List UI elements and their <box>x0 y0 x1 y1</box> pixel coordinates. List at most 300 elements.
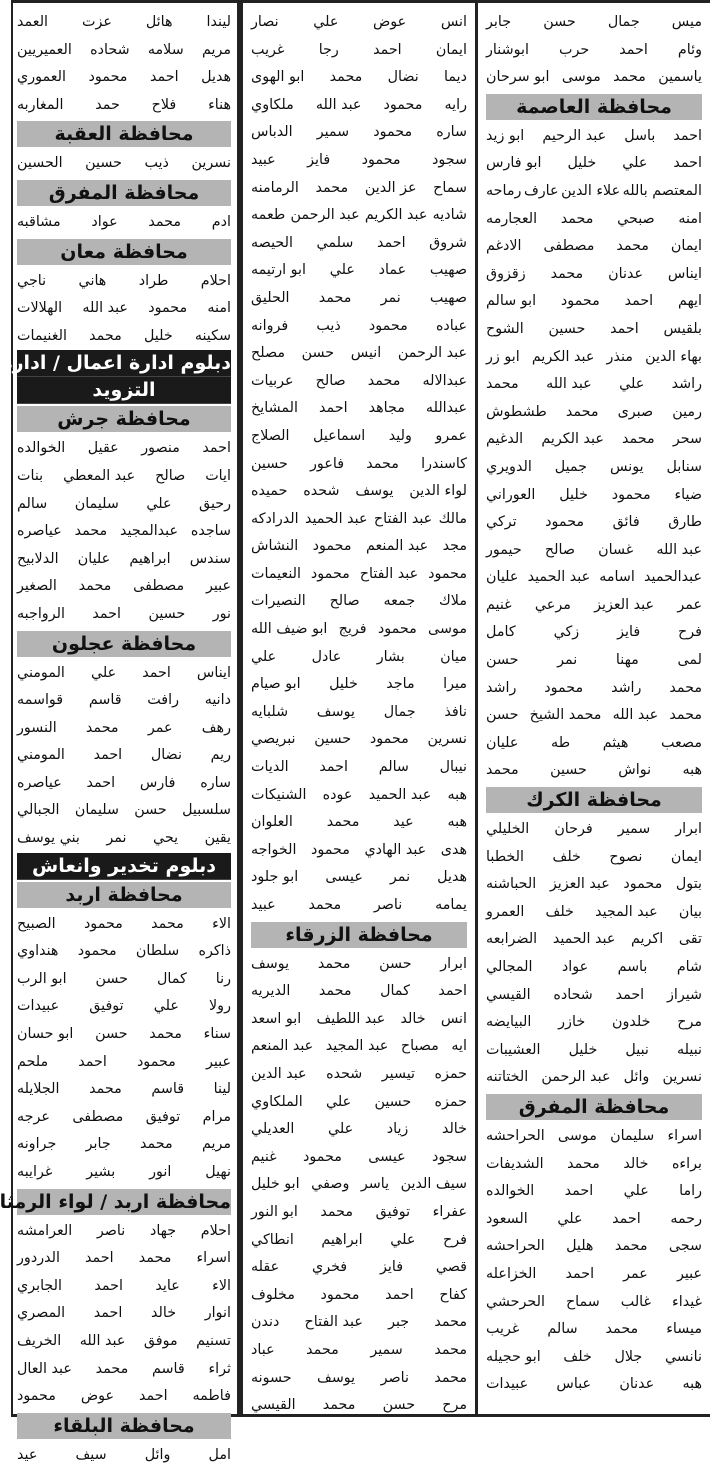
name-row <box>17 1218 231 1246</box>
first-name: سجود <box>432 1148 467 1165</box>
middle-name: فاعور <box>310 455 345 472</box>
name-row <box>251 1392 467 1420</box>
middle-name: محمد الشيخ <box>529 707 602 724</box>
name-row <box>17 1131 231 1159</box>
name-row <box>17 546 231 574</box>
middle-name: جميل <box>554 458 588 475</box>
middle-name: عليان <box>77 550 111 567</box>
name-row <box>17 518 231 546</box>
column-right <box>0 3 240 1463</box>
middle-name: عبد الهادي <box>364 841 427 858</box>
family-name: راشد <box>486 679 517 696</box>
family-name: غريب <box>486 1321 520 1338</box>
family-name: العديلي <box>251 1121 295 1138</box>
first-name: ديما <box>444 69 467 86</box>
family-name: عبيد <box>251 897 276 913</box>
first-name: كفاح <box>439 1286 467 1303</box>
family-name: السعود <box>486 1210 528 1227</box>
name-row <box>17 268 231 296</box>
middle-name: نضال <box>387 69 419 86</box>
middle-name: علي <box>557 1210 583 1227</box>
middle-name: محمود <box>88 69 128 86</box>
name-row <box>251 1254 467 1282</box>
middle-name: محمد <box>366 455 399 472</box>
first-name: هبه <box>447 786 467 803</box>
first-name: رحمه <box>670 1210 702 1227</box>
middle-name: احمد <box>376 234 406 251</box>
middle-name: محمد <box>320 1203 354 1220</box>
first-name: ايمان <box>670 238 702 255</box>
first-name: ايمان <box>435 41 467 58</box>
middle-name: محمود <box>77 943 117 960</box>
name-row <box>486 982 702 1010</box>
middle-name: عبد اللطيف <box>316 1010 386 1027</box>
governorate-heading: محافظة الكرك <box>486 787 702 813</box>
family-name: ابو سالم <box>486 293 537 310</box>
middle-name: نمر <box>380 289 401 306</box>
name-row <box>251 1089 467 1117</box>
middle-name: محمود <box>560 293 600 310</box>
name-row <box>486 537 702 565</box>
middle-name: سالم <box>378 759 409 776</box>
middle-name: احمد <box>92 605 121 622</box>
family-name: نصار <box>251 14 279 30</box>
first-name: نسرين <box>662 1069 702 1086</box>
middle-name: جمال <box>607 14 640 30</box>
family-name: النعيمات <box>251 565 301 582</box>
name-row <box>251 1309 467 1337</box>
first-name: نيبال <box>439 759 467 776</box>
middle-name: جلال <box>614 1348 643 1365</box>
first-name: ليندا <box>206 14 231 30</box>
family-name: الديات <box>251 759 289 776</box>
name-row <box>486 482 702 510</box>
name-row <box>17 687 231 715</box>
name-row <box>17 463 231 491</box>
middle-name: عيد <box>393 814 414 831</box>
first-name: هناء <box>208 96 231 113</box>
name-row <box>251 423 467 451</box>
first-name: مريم <box>201 41 231 58</box>
name-row <box>486 1123 702 1151</box>
name-row <box>486 844 702 872</box>
name-row <box>17 825 231 853</box>
first-name: رنا <box>215 970 231 987</box>
name-row <box>251 1033 467 1061</box>
first-name: عباده <box>435 317 467 334</box>
name-row <box>251 644 467 672</box>
family-name: عبد الدين <box>251 1065 307 1082</box>
middle-name: راشد <box>611 679 642 696</box>
first-name: سجود <box>432 151 467 168</box>
family-name: العميريين <box>17 41 72 58</box>
middle-name: عادل <box>311 648 342 665</box>
family-name: عبيدات <box>17 998 60 1015</box>
family-name: المشايخ <box>251 400 298 417</box>
middle-name: شحاده <box>553 986 593 1003</box>
middle-name: سليمان <box>74 495 119 512</box>
name-row <box>251 1282 467 1310</box>
middle-name: توفيق <box>145 1108 181 1125</box>
family-name: حسونه <box>251 1369 292 1386</box>
middle-name: نواش <box>618 762 652 779</box>
middle-name: فايز <box>617 624 641 641</box>
governorate-heading: محافظة جرش <box>17 406 231 432</box>
middle-name: محمد <box>89 327 122 344</box>
middle-name: فارس <box>139 774 176 791</box>
first-name: محمد <box>669 679 702 696</box>
middle-name: علي <box>327 1121 354 1138</box>
middle-name: محمد <box>550 265 584 282</box>
first-name: فاطمه <box>192 1388 231 1405</box>
family-name: الدردور <box>17 1250 60 1267</box>
name-row <box>251 1061 467 1089</box>
middle-name: مصطفى <box>543 238 595 255</box>
middle-name: عبد الرحمن <box>541 1069 611 1086</box>
family-name: ابو الرب <box>17 970 67 987</box>
first-name: وئام <box>677 41 702 58</box>
first-name: سندس <box>189 550 231 567</box>
name-row <box>17 92 231 120</box>
first-name: امنه <box>207 300 231 317</box>
middle-name: بشير <box>86 1164 116 1180</box>
family-name: الخوالده <box>17 440 66 457</box>
name-row <box>17 1328 231 1356</box>
first-name: اسراء <box>667 1127 702 1144</box>
name-row <box>17 491 231 519</box>
governorate-heading: محافظة معان <box>17 239 231 265</box>
first-name: عبير <box>205 1053 231 1070</box>
middle-name: محمود <box>373 124 413 141</box>
family-name: الخواجه <box>251 841 297 858</box>
family-name: مصلح <box>251 345 286 362</box>
family-name: الشديفات <box>486 1155 544 1172</box>
name-row <box>486 37 702 65</box>
middle-name: محمود <box>377 621 417 638</box>
first-name: عمر <box>677 596 702 613</box>
name-row <box>251 119 467 147</box>
diploma-section-heading: دبلوم ادارة اعمال / ادارة <box>17 350 231 377</box>
family-name: ابو حسان <box>17 1026 74 1043</box>
middle-name: احمد <box>373 41 402 58</box>
name-row <box>486 261 702 289</box>
middle-name: محمود <box>311 841 350 858</box>
name-row <box>17 911 231 939</box>
middle-name: نمر <box>106 830 127 847</box>
middle-name: خازر <box>558 1014 586 1031</box>
first-name: احمد <box>673 127 702 144</box>
first-name: سيف الدين <box>400 1176 467 1193</box>
middle-name: علي <box>622 155 648 172</box>
middle-name: صالح <box>544 541 575 558</box>
family-name: عليان <box>486 569 519 586</box>
family-name: ابو ارتيمه <box>251 262 306 279</box>
family-name: غنيم <box>251 1148 277 1165</box>
middle-name: سماح <box>565 1293 600 1310</box>
first-name: امل <box>208 1446 231 1463</box>
name-row <box>486 816 702 844</box>
first-name: ضياء <box>674 486 702 503</box>
name-row <box>486 730 702 758</box>
family-name: عرجه <box>17 1108 50 1125</box>
family-name: المجالي <box>486 959 533 975</box>
first-name: خالد <box>441 1121 467 1138</box>
middle-name: عبد العزيز <box>594 596 655 613</box>
first-name: سجى <box>668 1238 702 1255</box>
family-name: الخريف <box>17 1332 62 1349</box>
name-row <box>251 699 467 727</box>
middle-name: غالب <box>620 1293 652 1310</box>
name-row <box>486 1261 702 1289</box>
first-name: حمزه <box>434 1065 467 1082</box>
middle-name: موفق <box>143 1332 178 1349</box>
middle-name: محمود <box>320 1286 360 1303</box>
family-name: ابو صيام <box>251 676 301 693</box>
first-name: تقى <box>678 931 702 948</box>
governorate-heading: محافظة عجلون <box>17 631 231 657</box>
family-name: العوراني <box>486 486 536 503</box>
middle-name: محمود <box>136 1053 176 1070</box>
first-name: دانيه <box>204 692 231 709</box>
middle-name: علي <box>146 495 172 512</box>
middle-name: علي <box>153 998 179 1015</box>
middle-name: احمد <box>319 759 348 776</box>
first-name: ايات <box>205 467 231 484</box>
governorate-heading: محافظة العقبة <box>17 121 231 147</box>
first-name: ساره <box>436 124 467 141</box>
name-row <box>17 993 231 1021</box>
middle-name: احمد <box>615 986 645 1003</box>
middle-name: مصطفى <box>72 1108 124 1125</box>
first-name: عفراء <box>432 1203 467 1220</box>
middle-name: محمود <box>361 151 401 168</box>
middle-name: عايد <box>155 1277 180 1294</box>
name-row <box>17 1159 231 1187</box>
governorate-heading: محافظة الزرقاء <box>251 922 467 948</box>
middle-name: محمد <box>567 1155 600 1172</box>
middle-name: محمد <box>565 403 599 420</box>
middle-name: احمد <box>86 774 116 791</box>
first-name: ايهم <box>677 293 702 310</box>
middle-name: اسامه <box>599 569 635 586</box>
first-name: ايناس <box>667 265 702 282</box>
family-name: حيمور <box>486 541 522 558</box>
name-row <box>251 202 467 230</box>
middle-name: رافت <box>147 692 179 709</box>
middle-name: توفيق <box>375 1203 411 1220</box>
family-name: مخلوف <box>251 1286 295 1303</box>
middle-name: سيف <box>75 1446 107 1463</box>
first-name: امنه <box>678 210 702 227</box>
middle-name: عبد الحميد <box>304 510 368 527</box>
first-name: بهاء الدين <box>645 348 702 365</box>
middle-name: حسين <box>374 1093 412 1110</box>
middle-name: عماد <box>378 262 407 279</box>
middle-name: علي <box>313 14 339 30</box>
column-left <box>475 3 710 1414</box>
middle-name: خليل <box>143 327 173 344</box>
family-name: الشوح <box>486 320 524 337</box>
middle-name: طراد <box>138 272 169 289</box>
first-name: محمد <box>434 1341 467 1358</box>
first-name: ساره <box>200 774 231 791</box>
middle-name: عبد المعطي <box>63 467 136 484</box>
middle-name: محمد <box>367 372 401 389</box>
middle-name: فايز <box>379 1259 404 1276</box>
name-row <box>251 92 467 120</box>
middle-name: محمود <box>302 1148 342 1165</box>
middle-name: عمر <box>623 1265 648 1282</box>
first-name: انس <box>440 14 467 30</box>
middle-name: كمال <box>380 983 410 1000</box>
family-name: عليان <box>486 734 519 751</box>
first-name: صهيب <box>429 262 467 279</box>
middle-name: خليل <box>559 486 588 503</box>
middle-name: عبد الحميد <box>527 569 591 586</box>
diploma-section-heading: دبلوم تخدير وانعاش <box>17 853 231 880</box>
middle-name: عبد الكريم <box>531 348 595 365</box>
middle-name: سليمان <box>74 802 119 819</box>
first-name: سناء <box>203 1026 231 1043</box>
family-name: ابو خليل <box>251 1176 300 1193</box>
middle-name: محمد <box>151 915 184 932</box>
family-name: زقزوق <box>486 265 526 282</box>
family-name: الخطبا <box>486 848 524 865</box>
first-name: عبدالله <box>425 400 467 417</box>
middle-name: عزت <box>82 14 112 30</box>
governorate-heading: محافظة اربد / لواء الرمثا <box>0 1190 231 1213</box>
middle-name: احمد <box>78 1053 107 1070</box>
family-name: سالم <box>17 495 48 512</box>
first-name: محمد <box>434 1369 467 1386</box>
middle-name: حسين <box>148 605 186 622</box>
family-name: الادغم <box>486 238 522 255</box>
name-row <box>251 1337 467 1365</box>
name-row <box>251 782 467 810</box>
family-name: شلبايه <box>251 703 289 720</box>
middle-name: احمد <box>385 1286 414 1303</box>
name-row <box>251 588 467 616</box>
name-row <box>251 395 467 423</box>
family-name: ابو جلود <box>251 869 299 886</box>
middle-name: عوده <box>322 786 353 803</box>
middle-name: محمد <box>95 1360 129 1377</box>
middle-name: غسان <box>598 541 634 558</box>
family-name: محمد <box>486 376 519 393</box>
middle-name: خلف <box>545 903 574 920</box>
name-row <box>486 954 702 982</box>
middle-name: سمير <box>617 821 651 838</box>
middle-name: محمد <box>622 431 655 448</box>
first-name: انوار <box>204 1305 231 1322</box>
middle-name: ماجد <box>386 676 415 693</box>
family-name: عياصره <box>17 523 62 540</box>
middle-name: محمد <box>306 1341 339 1358</box>
family-name: الرواجبه <box>17 605 65 622</box>
family-name: قواسمه <box>17 692 64 709</box>
name-row <box>17 966 231 994</box>
middle-name: محمد <box>78 578 112 595</box>
family-name: عياصره <box>17 774 62 791</box>
first-name: راشد <box>671 376 702 393</box>
name-row <box>251 1144 467 1172</box>
family-name: رماحه <box>486 182 522 199</box>
middle-name: محمد <box>148 213 182 230</box>
first-name: عبير <box>205 578 231 595</box>
middle-name: جبر <box>388 1314 410 1331</box>
middle-name: احمد <box>142 664 171 681</box>
middle-name: طه <box>551 734 571 751</box>
middle-name: محمد <box>560 210 594 227</box>
first-name: لمى <box>677 652 702 669</box>
middle-name: صالح <box>315 372 346 389</box>
middle-name: عدنان <box>608 265 644 282</box>
family-name: جراونه <box>17 1136 57 1153</box>
family-name: يوسف <box>251 955 290 972</box>
middle-name: حسن <box>379 955 412 972</box>
middle-name: تيسير <box>381 1065 416 1082</box>
family-name: غرايبه <box>17 1164 53 1180</box>
middle-name: عبد الله <box>612 707 659 724</box>
middle-name: ياسر <box>360 1176 390 1193</box>
name-row <box>17 1442 231 1469</box>
middle-name: عبد الفتاح <box>304 1314 363 1331</box>
first-name: المعتصم بالله <box>622 182 702 199</box>
middle-name: ابراهيم <box>321 1231 363 1248</box>
name-row <box>486 399 702 427</box>
middle-name: فايز <box>307 151 331 168</box>
middle-name: محمود <box>83 915 123 932</box>
middle-name: حسن <box>301 345 335 362</box>
middle-name: وصفي <box>311 1176 350 1193</box>
first-name: نور <box>212 605 231 622</box>
middle-name: عقيل <box>87 440 119 457</box>
middle-name: خليل <box>329 676 358 693</box>
first-name: سحر <box>672 431 702 448</box>
middle-name: وائل <box>623 1069 650 1086</box>
first-name: عبد الله <box>656 541 702 558</box>
family-name: العرامشه <box>17 1222 73 1239</box>
middle-name: بشار <box>376 648 405 665</box>
diploma-section-heading: التزويد <box>17 377 231 404</box>
family-name: عبيد <box>251 151 276 168</box>
middle-name: رجا <box>318 41 339 58</box>
middle-name: عدنان <box>619 1376 655 1393</box>
name-row <box>251 1171 467 1199</box>
middle-name: محمد <box>614 1238 648 1255</box>
family-name: طشطوش <box>486 403 547 420</box>
first-name: شروق <box>429 234 467 251</box>
family-name: ابو النور <box>251 1203 298 1220</box>
first-name: ذاكره <box>198 943 231 960</box>
first-name: سنابل <box>666 458 702 475</box>
middle-name: عبد الرحمن <box>290 207 360 224</box>
middle-name: مهنا <box>615 652 639 669</box>
family-name: حسن <box>486 707 519 724</box>
middle-name: ناصر <box>373 897 403 913</box>
first-name: انس <box>440 1010 467 1027</box>
name-row <box>486 123 702 151</box>
family-name: عبيدات <box>486 1376 529 1393</box>
family-name: ناجي <box>17 272 47 289</box>
family-name: الملكاوي <box>251 1093 303 1110</box>
name-row <box>251 533 467 561</box>
name-row <box>17 1104 231 1132</box>
first-name: مصعب <box>661 734 702 751</box>
middle-name: يحي <box>152 830 179 847</box>
middle-name: محمود <box>148 300 188 317</box>
middle-name: عبد الفتاح <box>373 510 433 527</box>
